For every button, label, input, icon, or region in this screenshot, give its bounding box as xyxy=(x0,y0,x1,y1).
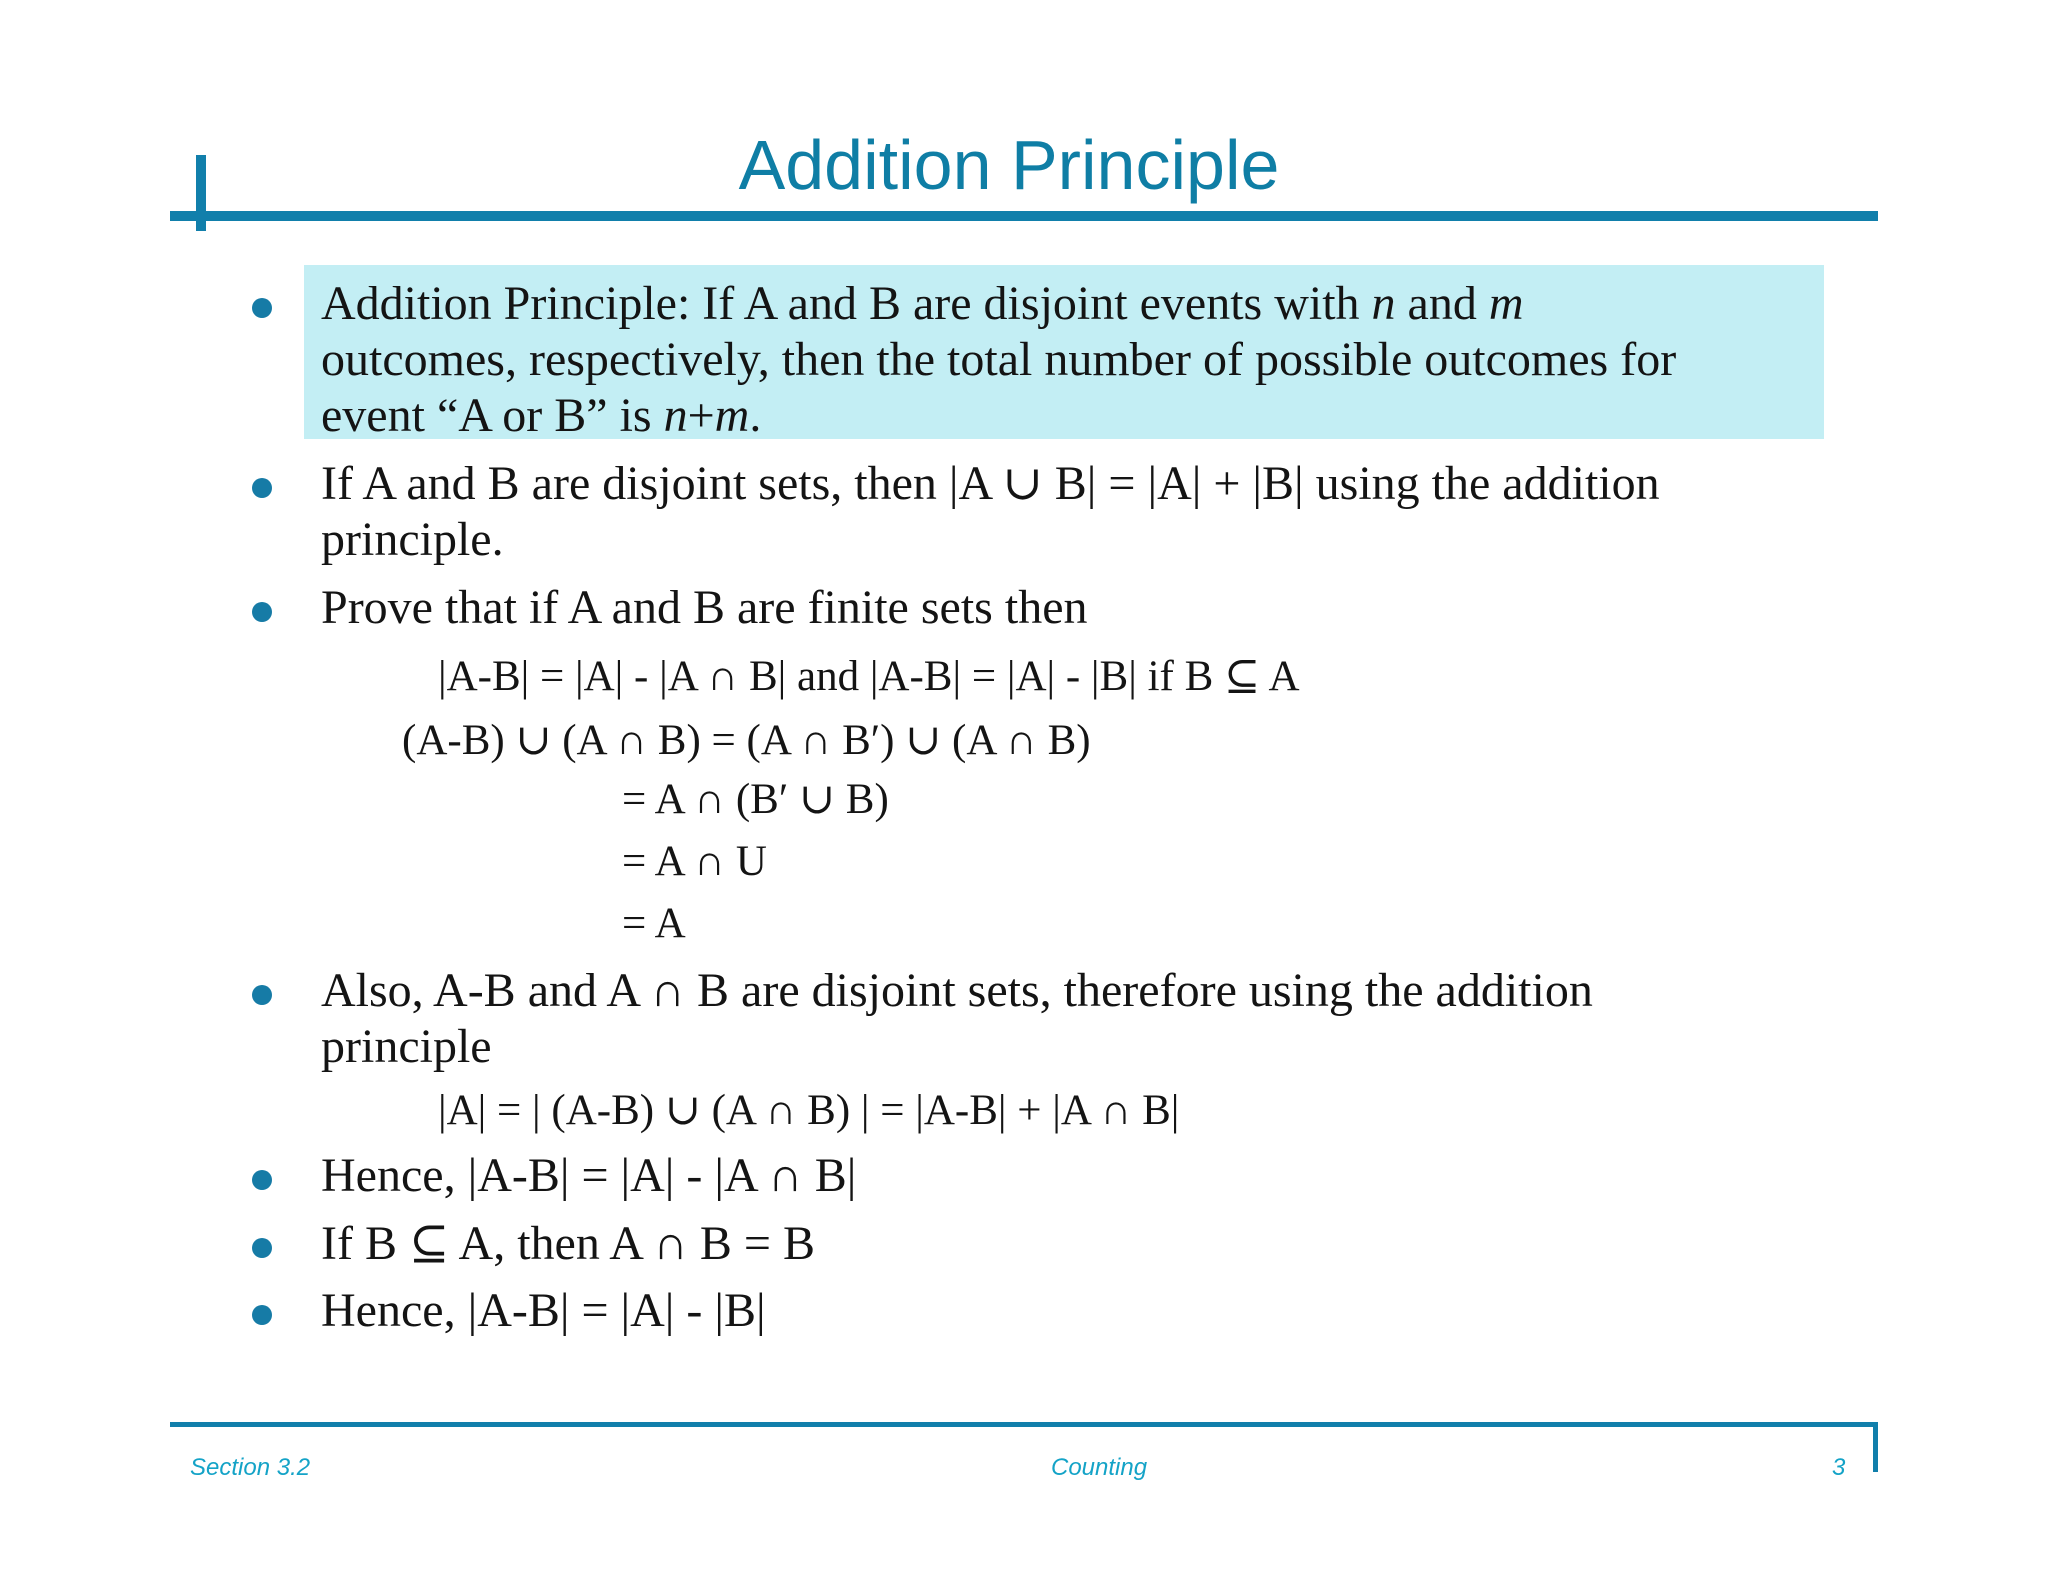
bullet-3-marker xyxy=(252,602,272,622)
footer-topic: Counting xyxy=(1051,1454,1148,1481)
slide-title: Addition Principle xyxy=(738,126,1280,204)
bullet-1-line-1: Addition Principle: If A and B are disjoint events with n and m xyxy=(321,277,1524,330)
bullet-1-marker xyxy=(252,298,272,318)
bullet-4-line-1: Also, A-B and A ∩ B are disjoint sets, therefore using the addition xyxy=(321,964,1593,1017)
footer-section: Section 3.2 xyxy=(190,1454,311,1481)
bullet-3-line-1: Prove that if A and B are finite sets then xyxy=(321,581,1088,634)
bullet-2-line-1: If A and B are disjoint sets, then |A ∪ B| = |A| + |B| using the addition xyxy=(321,457,1660,510)
proof-cardinality: |A| = | (A-B) ∪ (A ∩ B) | = |A-B| + |A ∩ B| xyxy=(438,1087,1180,1134)
proof-statement: |A-B| = |A| - |A ∩ B| and |A-B| = |A| - |B| if B ⊆ A xyxy=(438,653,1300,700)
title-rule-tick xyxy=(196,155,206,231)
proof-step-1: (A-B) ∪ (A ∩ B) = (A ∩ B′) ∪ (A ∩ B) xyxy=(402,717,1091,764)
bullet-2-marker xyxy=(252,478,272,498)
proof-step-3: = A ∩ U xyxy=(622,838,767,885)
bullet-5-marker xyxy=(252,1170,272,1190)
title-rule xyxy=(170,211,1878,221)
bullet-2-line-2: principle. xyxy=(321,513,504,566)
bullet-1-line-3: event “A or B” is n+m. xyxy=(321,389,762,442)
bullet-5-line-1: Hence, |A-B| = |A| - |A ∩ B| xyxy=(321,1149,857,1202)
proof-step-4: = A xyxy=(622,900,686,947)
bullet-4-line-2: principle xyxy=(321,1020,492,1073)
footer-page-number: 3 xyxy=(1832,1454,1846,1481)
proof-step-2: = A ∩ (B′ ∪ B) xyxy=(622,776,889,823)
bullet-1-line-2: outcomes, respectively, then the total number of possible outcomes for xyxy=(321,333,1677,386)
footer-rule xyxy=(170,1422,1878,1427)
bullet-4-marker xyxy=(252,985,272,1005)
bullet-6-line-1: If B ⊆ A, then A ∩ B = B xyxy=(321,1217,815,1270)
bullet-6-marker xyxy=(252,1238,272,1258)
bullet-7-line-1: Hence, |A-B| = |A| - |B| xyxy=(321,1284,766,1337)
footer-rule-tick xyxy=(1873,1422,1878,1472)
bullet-7-marker xyxy=(252,1305,272,1325)
